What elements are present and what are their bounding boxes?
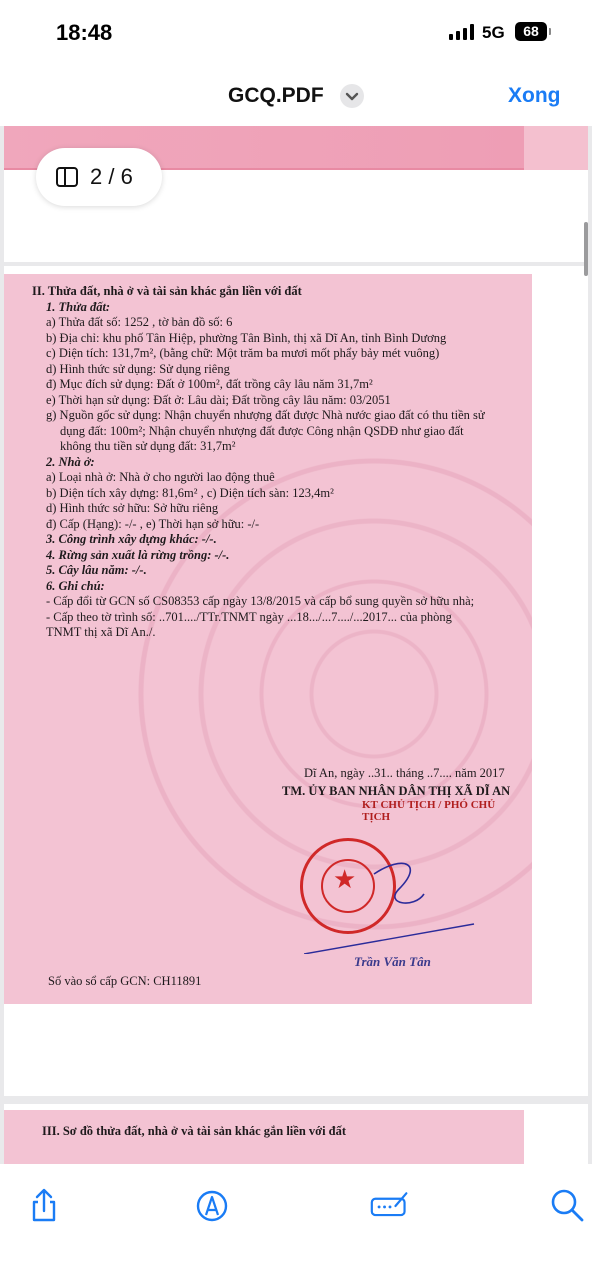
area: c) Diện tích: 131,7m², (bằng chữ: Một trăm ba mươi mốt phẩy bảy mét vuông) (46, 346, 440, 360)
status-bar (0, 0, 592, 62)
land-plot-number: a) Thửa đất số: 1252 , tờ bản đồ số: 6 (46, 315, 233, 329)
note-3: TNMT thị xã Dĩ An./. (46, 625, 156, 639)
star-icon: ★ (333, 865, 357, 895)
page-edge (524, 126, 588, 170)
house-grade: đ) Cấp (Hạng): -/- , e) Thời hạn sở hữu: -/- (46, 516, 260, 531)
signature-block (282, 766, 522, 823)
page-count: 2 / 6 (90, 164, 133, 189)
markup-icon (192, 1186, 232, 1226)
section-2-title: II. Thửa đất, nhà ở và tài sản khác gắn liền với đất (32, 284, 302, 298)
network-type: 5G (482, 23, 505, 42)
registry-number: Số vào sổ cấp GCN: CH11891 (48, 974, 202, 988)
planted-forest: 4. Rừng sản xuất là rừng trồng: -/-. (46, 547, 230, 562)
certificate-page (4, 274, 532, 1004)
share-icon (24, 1186, 64, 1226)
house-area: b) Diện tích xây dựng: 81,6m² , c) Diện tích sàn: 123,4m² (46, 485, 334, 500)
certificate-page-3 (4, 1110, 524, 1164)
scrollbar[interactable] (584, 222, 588, 276)
use-purpose: đ) Mục đích sử dụng: Đất ở 100m², đất trồng cây lâu năm 31,7m² (46, 377, 373, 391)
signature-button[interactable] (370, 1186, 414, 1226)
heading-house: 2. Nhà ở: (46, 454, 95, 469)
origin-line-3: không thu tiền sử dụng đất: 31,7m² (60, 439, 236, 453)
use-term: e) Thời hạn sử dụng: Đất ở: Lâu dài; Đất trồng cây lâu năm: 03/2051 (46, 392, 391, 407)
clock: 18:48 (56, 20, 113, 45)
sidebar-icon (56, 167, 78, 187)
origin-line-2: dụng đất: 100m²; Nhận chuyển nhượng đất được Công nhận QSDĐ như giao đất (60, 423, 464, 438)
section-3-title: III. Sơ đồ thửa đất, nhà ở và tài sản khác gắn liền với đất (42, 1124, 347, 1138)
signer-role: KT CHỦ TỊCH / PHÓ CHỦ TỊCH (362, 799, 496, 823)
issuing-authority: TM. ỦY BAN NHÂN DÂN THỊ XÃ DĨ AN (282, 784, 511, 798)
signer-name: Trần Văn Tân (354, 954, 431, 969)
share-button[interactable] (24, 1186, 64, 1226)
document-title[interactable]: GCQ.PDF (228, 84, 324, 107)
bottom-toolbar (0, 1164, 592, 1280)
ownership-form: d) Hình thức sở hữu: Sở hữu riêng (46, 501, 219, 515)
other-construction: 3. Công trình xây dựng khác: -/-. (46, 532, 217, 546)
search-button[interactable] (548, 1186, 588, 1226)
pdf-page-2 (4, 266, 588, 1096)
origin-line-1: g) Nguồn gốc sử dụng: Nhận chuyển nhượng đất được Nhà nước giao đất có thu tiền sử (46, 408, 485, 422)
heading-land-plot: 1. Thửa đất: (46, 299, 111, 314)
note-2: - Cấp theo tờ trình số: ..701..../TTr.TNMT ngày ...18.../...7..../...2017... của phòng (46, 609, 452, 624)
certificate-text (32, 284, 532, 641)
house-type: a) Loại nhà ở: Nhà ở cho người lao động thuê (46, 470, 275, 484)
battery-icon: 68 (515, 22, 547, 41)
cellular-signal-icon (449, 24, 474, 40)
heading-notes: 6. Ghi chú: (46, 578, 105, 593)
search-icon (548, 1186, 588, 1226)
handwritten-signature (304, 834, 484, 954)
pdf-viewer[interactable] (0, 126, 592, 1164)
address: b) Địa chỉ: khu phố Tân Hiệp, phường Tân Bình, thị xã Dĩ An, tỉnh Bình Dương (46, 330, 447, 345)
note-1: - Cấp đổi từ GCN số CS08353 cấp ngày 13/8/2015 và cấp bổ sung quyền sở hữu nhà; (46, 594, 475, 608)
navigation-bar (0, 62, 592, 126)
issue-date: Dĩ An, ngày ..31.. tháng ..7.... năm 2017 (304, 766, 505, 780)
markup-button[interactable] (192, 1186, 232, 1226)
signature-icon (370, 1186, 410, 1226)
chevron-down-icon (340, 84, 364, 108)
done-button[interactable]: Xong (508, 84, 561, 107)
use-form: d) Hình thức sử dụng: Sử dụng riêng (46, 361, 230, 376)
pdf-page-3 (4, 1104, 588, 1164)
perennial-trees: 5. Cây lâu năm: -/-. (46, 563, 147, 577)
title-menu-button[interactable] (340, 84, 364, 108)
page-indicator[interactable] (36, 148, 162, 206)
